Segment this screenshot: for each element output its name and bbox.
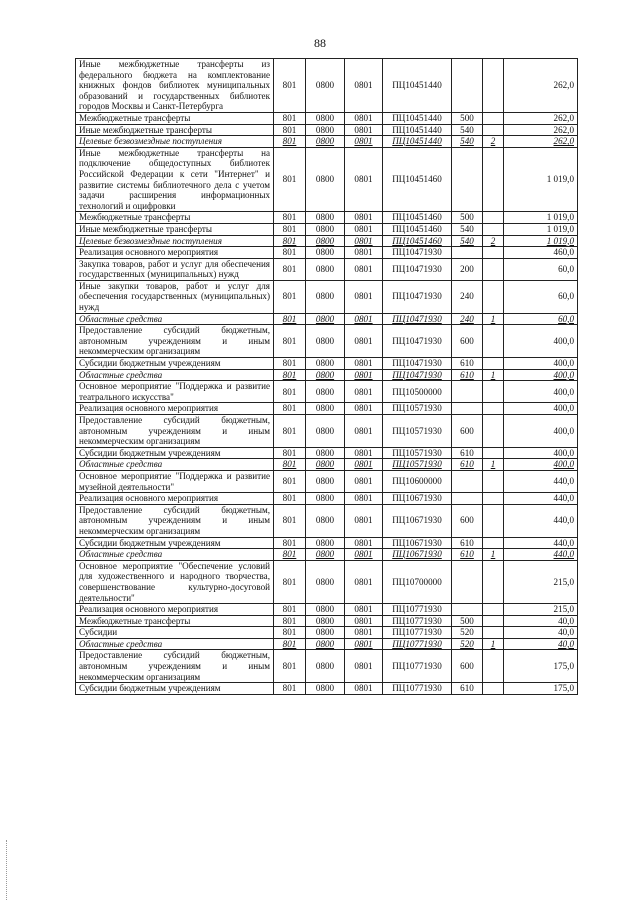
row-amount: 460,0: [504, 247, 578, 259]
row-grbs-code: 801: [274, 258, 306, 280]
table-row: [76, 223, 578, 235]
row-source-code: [483, 124, 504, 136]
row-description: Иные межбюджетные трансферты на подключение общедоступных библиотек Российской Федерации к сети "Интернет" и развитие системы библиотечного дела с учетом задачи расширения информационных технологий и оцифровки: [76, 147, 274, 212]
table-row: [76, 470, 578, 492]
table-row: [76, 415, 578, 448]
table-row: [76, 247, 578, 259]
row-source-code: [483, 223, 504, 235]
row-section-code: 0800: [306, 627, 345, 639]
row-description: Реализация основного мероприятия: [76, 604, 274, 616]
row-expense-type: [452, 403, 483, 415]
row-amount: 262,0: [504, 136, 578, 148]
row-subsection-code: 0801: [345, 638, 383, 650]
page-number: 88: [314, 36, 326, 50]
row-amount: 40,0: [504, 638, 578, 650]
row-source-code: 1: [483, 638, 504, 650]
row-expense-type: 610: [452, 549, 483, 561]
row-section-code: 0800: [306, 403, 345, 415]
table-row: [76, 280, 578, 313]
row-section-code: 0800: [306, 381, 345, 403]
row-description: Предоставление субсидий бюджетным, автономным учреждениям и иным некоммерческим организациям: [76, 325, 274, 358]
row-source-code: [483, 247, 504, 259]
row-subsection-code: 0801: [345, 415, 383, 448]
row-grbs-code: 801: [274, 59, 306, 113]
row-section-code: 0800: [306, 280, 345, 313]
row-description: Предоставление субсидий бюджетным, автономным учреждениям и иным некоммерческим организациям: [76, 415, 274, 448]
row-amount: 440,0: [504, 537, 578, 549]
row-section-code: 0800: [306, 124, 345, 136]
row-source-code: [483, 415, 504, 448]
row-section-code: 0800: [306, 212, 345, 224]
row-expense-type: 610: [452, 447, 483, 459]
row-section-code: 0800: [306, 313, 345, 325]
row-grbs-code: 801: [274, 403, 306, 415]
row-source-code: [483, 683, 504, 695]
row-subsection-code: 0801: [345, 247, 383, 259]
row-grbs-code: 801: [274, 313, 306, 325]
row-section-code: 0800: [306, 504, 345, 537]
row-subsection-code: 0801: [345, 325, 383, 358]
row-section-code: 0800: [306, 560, 345, 603]
row-source-code: [483, 358, 504, 370]
row-description: Межбюджетные трансферты: [76, 112, 274, 124]
row-target-article: ПЦ10471930: [383, 247, 452, 259]
row-expense-type: 600: [452, 650, 483, 683]
row-amount: 400,0: [504, 358, 578, 370]
row-source-code: [483, 504, 504, 537]
row-grbs-code: 801: [274, 369, 306, 381]
row-section-code: 0800: [306, 683, 345, 695]
row-source-code: [483, 627, 504, 639]
table-row: [76, 369, 578, 381]
table-row: [76, 124, 578, 136]
row-target-article: ПЦ10571930: [383, 403, 452, 415]
table-row: [76, 381, 578, 403]
row-section-code: 0800: [306, 650, 345, 683]
table-row: [76, 459, 578, 471]
row-subsection-code: 0801: [345, 650, 383, 683]
row-amount: 400,0: [504, 415, 578, 448]
row-source-code: [483, 447, 504, 459]
row-target-article: ПЦ10471930: [383, 313, 452, 325]
row-target-article: ПЦ10451460: [383, 147, 452, 212]
row-expense-type: 600: [452, 415, 483, 448]
row-subsection-code: 0801: [345, 403, 383, 415]
row-description: Областные средства: [76, 313, 274, 325]
row-amount: 262,0: [504, 112, 578, 124]
row-description: Субсидии бюджетным учреждениям: [76, 537, 274, 549]
row-section-code: 0800: [306, 247, 345, 259]
row-amount: 440,0: [504, 493, 578, 505]
row-subsection-code: 0801: [345, 280, 383, 313]
row-amount: 262,0: [504, 59, 578, 113]
row-description: Областные средства: [76, 459, 274, 471]
row-grbs-code: 801: [274, 325, 306, 358]
row-expense-type: 520: [452, 627, 483, 639]
row-subsection-code: 0801: [345, 381, 383, 403]
row-expense-type: 610: [452, 683, 483, 695]
row-grbs-code: 801: [274, 147, 306, 212]
row-expense-type: 500: [452, 615, 483, 627]
row-target-article: ПЦ10671930: [383, 504, 452, 537]
row-source-code: [483, 381, 504, 403]
row-expense-type: 600: [452, 325, 483, 358]
row-subsection-code: 0801: [345, 147, 383, 212]
row-amount: 1 019,0: [504, 223, 578, 235]
row-target-article: ПЦ10671930: [383, 537, 452, 549]
row-subsection-code: 0801: [345, 59, 383, 113]
row-expense-type: [452, 147, 483, 212]
row-subsection-code: 0801: [345, 235, 383, 247]
row-amount: 262,0: [504, 124, 578, 136]
row-expense-type: 500: [452, 112, 483, 124]
row-description: Иные межбюджетные трансферты: [76, 124, 274, 136]
table-row: [76, 147, 578, 212]
row-description: Иные закупки товаров, работ и услуг для обеспечения государственных (муниципальных) нужд: [76, 280, 274, 313]
row-target-article: ПЦ10571930: [383, 447, 452, 459]
row-subsection-code: 0801: [345, 223, 383, 235]
row-description: Иные межбюджетные трансферты: [76, 223, 274, 235]
row-amount: 440,0: [504, 470, 578, 492]
row-section-code: 0800: [306, 447, 345, 459]
row-description: Основное мероприятие "Поддержка и развитие театрального искусства": [76, 381, 274, 403]
row-amount: 400,0: [504, 447, 578, 459]
table-row: [76, 549, 578, 561]
row-description: Областные средства: [76, 549, 274, 561]
row-target-article: ПЦ10600000: [383, 470, 452, 492]
row-expense-type: 540: [452, 124, 483, 136]
row-amount: 40,0: [504, 627, 578, 639]
row-subsection-code: 0801: [345, 258, 383, 280]
row-target-article: ПЦ10500000: [383, 381, 452, 403]
row-subsection-code: 0801: [345, 504, 383, 537]
row-target-article: ПЦ10771930: [383, 650, 452, 683]
row-source-code: 1: [483, 313, 504, 325]
row-target-article: ПЦ10471930: [383, 280, 452, 313]
row-subsection-code: 0801: [345, 369, 383, 381]
row-amount: 60,0: [504, 313, 578, 325]
table-row: [76, 638, 578, 650]
row-grbs-code: 801: [274, 447, 306, 459]
row-target-article: ПЦ10451460: [383, 223, 452, 235]
row-expense-type: [452, 247, 483, 259]
row-grbs-code: 801: [274, 627, 306, 639]
row-expense-type: 540: [452, 136, 483, 148]
row-grbs-code: 801: [274, 638, 306, 650]
table-row: [76, 504, 578, 537]
row-expense-type: 600: [452, 504, 483, 537]
table-row: [76, 560, 578, 603]
row-subsection-code: 0801: [345, 560, 383, 603]
row-expense-type: [452, 381, 483, 403]
row-target-article: ПЦ10451440: [383, 59, 452, 113]
row-target-article: ПЦ10451440: [383, 124, 452, 136]
row-source-code: [483, 493, 504, 505]
row-target-article: ПЦ10451460: [383, 235, 452, 247]
row-subsection-code: 0801: [345, 212, 383, 224]
table-row: [76, 59, 578, 113]
row-expense-type: [452, 560, 483, 603]
row-target-article: ПЦ10771930: [383, 615, 452, 627]
row-grbs-code: 801: [274, 459, 306, 471]
row-source-code: [483, 147, 504, 212]
table-row: [76, 112, 578, 124]
row-target-article: ПЦ10451440: [383, 136, 452, 148]
row-source-code: 2: [483, 235, 504, 247]
row-source-code: 2: [483, 136, 504, 148]
row-section-code: 0800: [306, 112, 345, 124]
row-expense-type: 500: [452, 212, 483, 224]
row-subsection-code: 0801: [345, 124, 383, 136]
row-expense-type: 540: [452, 235, 483, 247]
row-subsection-code: 0801: [345, 470, 383, 492]
row-target-article: ПЦ10671930: [383, 549, 452, 561]
row-source-code: [483, 615, 504, 627]
row-amount: 60,0: [504, 258, 578, 280]
row-grbs-code: 801: [274, 683, 306, 695]
row-subsection-code: 0801: [345, 313, 383, 325]
row-source-code: 1: [483, 459, 504, 471]
row-subsection-code: 0801: [345, 447, 383, 459]
row-subsection-code: 0801: [345, 358, 383, 370]
row-target-article: ПЦ10471930: [383, 325, 452, 358]
row-section-code: 0800: [306, 223, 345, 235]
row-section-code: 0800: [306, 147, 345, 212]
row-subsection-code: 0801: [345, 604, 383, 616]
row-description: Реализация основного мероприятия: [76, 403, 274, 415]
row-target-article: ПЦ10671930: [383, 493, 452, 505]
row-description: Предоставление субсидий бюджетным, автономным учреждениям и иным некоммерческим организациям: [76, 650, 274, 683]
row-description: Областные средства: [76, 638, 274, 650]
row-target-article: ПЦ10451460: [383, 212, 452, 224]
row-subsection-code: 0801: [345, 136, 383, 148]
row-expense-type: 610: [452, 537, 483, 549]
row-source-code: [483, 537, 504, 549]
row-grbs-code: 801: [274, 493, 306, 505]
row-expense-type: [452, 493, 483, 505]
row-amount: 1 019,0: [504, 235, 578, 247]
row-grbs-code: 801: [274, 470, 306, 492]
row-section-code: 0800: [306, 258, 345, 280]
row-subsection-code: 0801: [345, 459, 383, 471]
row-target-article: ПЦ10771930: [383, 638, 452, 650]
row-source-code: [483, 59, 504, 113]
row-description: Реализация основного мероприятия: [76, 247, 274, 259]
row-amount: 440,0: [504, 549, 578, 561]
row-amount: 400,0: [504, 369, 578, 381]
row-source-code: [483, 258, 504, 280]
row-grbs-code: 801: [274, 247, 306, 259]
row-expense-type: 520: [452, 638, 483, 650]
row-amount: 175,0: [504, 683, 578, 695]
row-source-code: [483, 470, 504, 492]
table-row: [76, 212, 578, 224]
table-row: [76, 604, 578, 616]
row-section-code: 0800: [306, 549, 345, 561]
row-description: Основное мероприятие "Обеспечение условий для художественного и народного творчества, совершенствование культурно-досуговой деятельности": [76, 560, 274, 603]
row-target-article: ПЦ10771930: [383, 683, 452, 695]
row-description: Субсидии бюджетным учреждениям: [76, 358, 274, 370]
row-grbs-code: 801: [274, 124, 306, 136]
table-row: [76, 447, 578, 459]
table-row: [76, 403, 578, 415]
table-row: [76, 325, 578, 358]
row-section-code: 0800: [306, 493, 345, 505]
row-grbs-code: 801: [274, 549, 306, 561]
row-expense-type: [452, 59, 483, 113]
row-expense-type: 200: [452, 258, 483, 280]
row-expense-type: [452, 470, 483, 492]
row-section-code: 0800: [306, 470, 345, 492]
row-description: Субсидии: [76, 627, 274, 639]
row-subsection-code: 0801: [345, 683, 383, 695]
row-section-code: 0800: [306, 235, 345, 247]
row-grbs-code: 801: [274, 504, 306, 537]
row-source-code: [483, 112, 504, 124]
row-description: Межбюджетные трансферты: [76, 212, 274, 224]
table-row: [76, 493, 578, 505]
row-source-code: [483, 212, 504, 224]
table-body: [76, 59, 578, 695]
row-amount: 400,0: [504, 381, 578, 403]
row-description: Субсидии бюджетным учреждениям: [76, 447, 274, 459]
row-subsection-code: 0801: [345, 493, 383, 505]
row-grbs-code: 801: [274, 415, 306, 448]
row-grbs-code: 801: [274, 604, 306, 616]
row-expense-type: 540: [452, 223, 483, 235]
row-amount: 400,0: [504, 403, 578, 415]
row-subsection-code: 0801: [345, 615, 383, 627]
table-row: [76, 358, 578, 370]
row-section-code: 0800: [306, 325, 345, 358]
table-row: [76, 537, 578, 549]
row-expense-type: 240: [452, 313, 483, 325]
row-description: Целевые безвозмездные поступления: [76, 235, 274, 247]
row-amount: 1 019,0: [504, 147, 578, 212]
row-amount: 215,0: [504, 560, 578, 603]
row-subsection-code: 0801: [345, 627, 383, 639]
row-grbs-code: 801: [274, 650, 306, 683]
row-grbs-code: 801: [274, 615, 306, 627]
row-amount: 440,0: [504, 504, 578, 537]
row-grbs-code: 801: [274, 537, 306, 549]
table-row: [76, 683, 578, 695]
row-grbs-code: 801: [274, 235, 306, 247]
row-section-code: 0800: [306, 459, 345, 471]
row-description: Областные средства: [76, 369, 274, 381]
row-section-code: 0800: [306, 369, 345, 381]
row-target-article: ПЦ10571930: [383, 459, 452, 471]
row-source-code: 1: [483, 369, 504, 381]
row-amount: 40,0: [504, 615, 578, 627]
row-amount: 60,0: [504, 280, 578, 313]
row-source-code: [483, 604, 504, 616]
row-grbs-code: 801: [274, 136, 306, 148]
row-description: Межбюджетные трансферты: [76, 615, 274, 627]
row-section-code: 0800: [306, 604, 345, 616]
row-description: Целевые безвозмездные поступления: [76, 136, 274, 148]
row-grbs-code: 801: [274, 358, 306, 370]
table-row: [76, 650, 578, 683]
row-grbs-code: 801: [274, 560, 306, 603]
row-target-article: ПЦ10571930: [383, 415, 452, 448]
row-source-code: [483, 560, 504, 603]
row-description: Иные межбюджетные трансферты из федерального бюджета на комплектование книжных фондов библиотек муниципальных образований и государственных библиотек городов Москвы и Санкт-Петербурга: [76, 59, 274, 113]
row-amount: 175,0: [504, 650, 578, 683]
row-subsection-code: 0801: [345, 112, 383, 124]
row-description: Закупка товаров, работ и услуг для обеспечения государственных (муниципальных) нужд: [76, 258, 274, 280]
table-row: [76, 136, 578, 148]
row-source-code: [483, 650, 504, 683]
row-source-code: [483, 280, 504, 313]
row-expense-type: 610: [452, 459, 483, 471]
scan-margin-mark: [6, 840, 9, 900]
row-expense-type: 240: [452, 280, 483, 313]
row-expense-type: 610: [452, 358, 483, 370]
row-amount: 400,0: [504, 325, 578, 358]
row-section-code: 0800: [306, 638, 345, 650]
row-target-article: ПЦ10451440: [383, 112, 452, 124]
row-target-article: ПЦ10700000: [383, 560, 452, 603]
table-row: [76, 615, 578, 627]
row-description: Субсидии бюджетным учреждениям: [76, 683, 274, 695]
table-row: [76, 313, 578, 325]
row-subsection-code: 0801: [345, 549, 383, 561]
row-expense-type: [452, 604, 483, 616]
row-section-code: 0800: [306, 136, 345, 148]
row-expense-type: 610: [452, 369, 483, 381]
row-description: Реализация основного мероприятия: [76, 493, 274, 505]
table-row: [76, 235, 578, 247]
row-description: Основное мероприятие "Поддержка и развитие музейной деятельности": [76, 470, 274, 492]
row-amount: 1 019,0: [504, 212, 578, 224]
row-grbs-code: 801: [274, 112, 306, 124]
row-source-code: [483, 403, 504, 415]
row-source-code: [483, 325, 504, 358]
row-section-code: 0800: [306, 615, 345, 627]
row-target-article: ПЦ10771930: [383, 627, 452, 639]
row-description: Предоставление субсидий бюджетным, автономным учреждениям и иным некоммерческим организациям: [76, 504, 274, 537]
row-subsection-code: 0801: [345, 537, 383, 549]
row-amount: 215,0: [504, 604, 578, 616]
row-section-code: 0800: [306, 59, 345, 113]
row-grbs-code: 801: [274, 280, 306, 313]
table-row: [76, 627, 578, 639]
row-amount: 400,0: [504, 459, 578, 471]
budget-table: [75, 58, 578, 695]
row-section-code: 0800: [306, 537, 345, 549]
row-grbs-code: 801: [274, 381, 306, 403]
row-section-code: 0800: [306, 415, 345, 448]
row-grbs-code: 801: [274, 212, 306, 224]
row-source-code: 1: [483, 549, 504, 561]
row-target-article: ПЦ10471930: [383, 369, 452, 381]
row-target-article: ПЦ10471930: [383, 258, 452, 280]
table-row: [76, 258, 578, 280]
row-target-article: ПЦ10471930: [383, 358, 452, 370]
row-grbs-code: 801: [274, 223, 306, 235]
row-target-article: ПЦ10771930: [383, 604, 452, 616]
row-section-code: 0800: [306, 358, 345, 370]
